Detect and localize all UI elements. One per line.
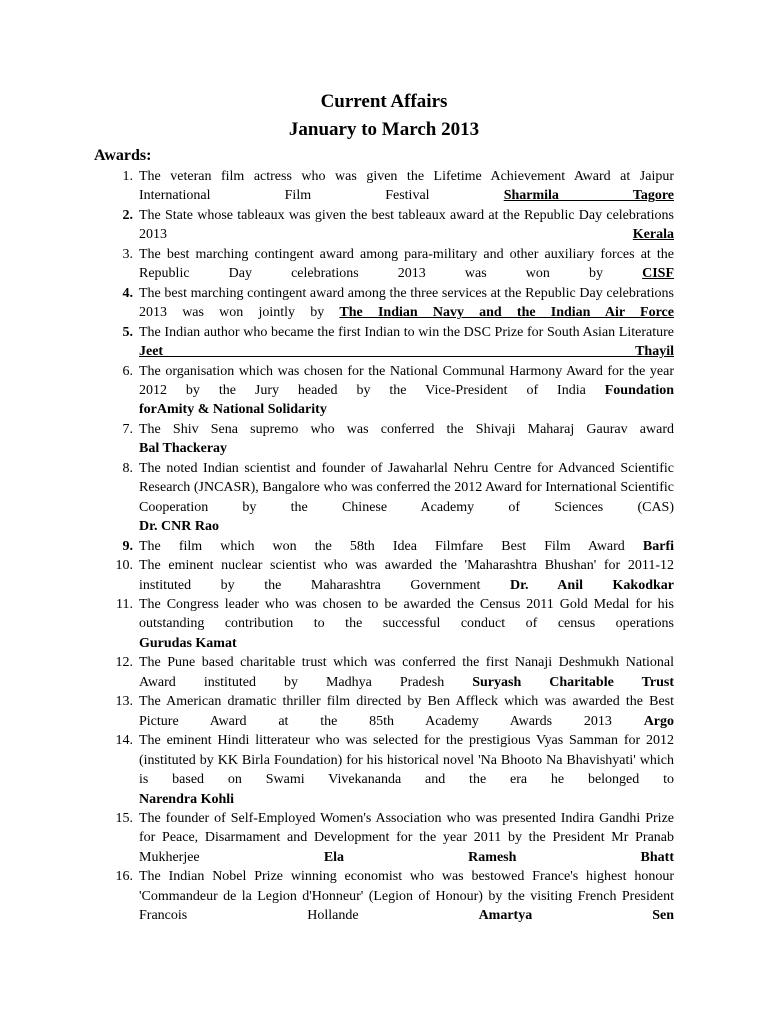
item-answer: CISF — [642, 266, 675, 282]
item-number: 9. — [122, 538, 133, 554]
item-text-block — [139, 653, 674, 692]
item-text-block — [139, 284, 674, 323]
awards-list — [0, 167, 768, 926]
item-answer: Ela Ramesh Bhatt — [323, 849, 675, 865]
item-question: The Indian author who became the first Indian to win the DSC Prize for South Asian Literature — [139, 324, 674, 340]
item-answer: Kerala — [632, 227, 674, 243]
item-question: The founder of Self-Employed Women's Association who was presented Indira Gandhi Prize for Peace, Disarmament and Development for the year 2011 by the President Mr Pranab Mukherjee — [139, 810, 674, 865]
item-answer: Jeet Thayil — [139, 344, 674, 360]
item-question: The eminent Hindi litterateur who was selected for the prestigious Vyas Samman for 2012 (instituted by KK Birla Foundation) for his historical novel 'Na Bhooto Na Bhavishyati' which is based on Swami Vivekananda and the era he belonged to — [139, 733, 674, 788]
item-number: 2. — [122, 207, 133, 223]
item-answer: Foundation — [604, 382, 674, 398]
item-number: 4. — [122, 285, 133, 301]
item-answer: Dr. CNR Rao — [139, 519, 219, 535]
item-text-block — [139, 362, 674, 420]
item-question: The noted Indian scientist and founder of Jawaharlal Nehru Centre for Advanced Scientific Research (JNCASR), Bangalore who was conferred the 2012 Award for International Scientific Cooperation by the Chinese Academy of Sciences (CAS) — [139, 460, 674, 515]
list-item — [0, 867, 768, 925]
item-number: 3. — [122, 246, 133, 262]
item-answer: Sharmila Tagore — [503, 188, 675, 204]
list-item — [0, 420, 768, 459]
item-number: 15. — [115, 810, 133, 826]
item-question: The Shiv Sena supremo who was conferred the Shivaji Maharaj Gaurav award — [139, 421, 674, 437]
item-answer: Argo — [643, 713, 675, 729]
item-question: The best marching contingent award among para-military and other auxiliary forces at the Republic Day celebrations 2013 was won by — [139, 246, 674, 282]
item-number: 13. — [115, 694, 133, 710]
list-item — [0, 595, 768, 653]
item-answer: Gurudas Kamat — [139, 635, 237, 651]
item-text-block — [139, 731, 674, 809]
list-item — [0, 731, 768, 809]
list-item — [0, 537, 768, 556]
item-text-block — [139, 459, 674, 537]
item-answer: Amartya Sen — [478, 908, 675, 924]
item-question: The Pune based charitable trust which was conferred the first Nanaji Deshmukh National Award instituted by Madhya Pradesh — [139, 655, 674, 690]
item-text-block — [139, 206, 674, 245]
item-answer: Bal Thackeray — [139, 441, 228, 457]
item-question: The Congress leader who was chosen to be awarded the Census 2011 Gold Medal for his outstanding contribution to the successful conduct of census operations — [139, 596, 674, 632]
item-answer: Barfi — [642, 538, 674, 554]
item-number: 11. — [116, 596, 133, 612]
item-number: 16. — [115, 869, 133, 885]
section-heading: Awards: — [94, 147, 152, 164]
list-item — [0, 323, 768, 362]
item-question: The Indian Nobel Prize winning economist who was bestowed France's highest honour 'Commandeur de la Legion d'Honneur' (Legion of Honour) by the visiting French President Francois Hollande — [139, 869, 674, 924]
item-text-block — [139, 692, 674, 731]
item-answer: Dr. Anil Kakodkar — [509, 577, 674, 593]
item-text-block — [139, 809, 674, 867]
item-text-block — [139, 867, 674, 925]
item-answer: Narendra Kohli — [139, 791, 235, 807]
list-item — [0, 556, 768, 595]
item-answer: Suryash Charitable Trust — [472, 674, 675, 690]
item-text-block — [139, 323, 674, 362]
list-item — [0, 809, 768, 867]
list-item — [0, 245, 768, 284]
item-text-block — [139, 420, 674, 459]
item-text-block — [139, 595, 674, 653]
list-item — [0, 362, 768, 420]
item-question: The film which won the 58th Idea Filmfare Best Film Award — [139, 538, 625, 554]
item-question: The American dramatic thriller film directed by Ben Affleck which was awarded the Best Picture Award at the 85th Academy Awards 2013 — [139, 694, 674, 729]
list-item — [0, 692, 768, 731]
page-title: Current Affairs — [320, 91, 448, 112]
item-text-block — [139, 556, 674, 595]
item-number: 14. — [115, 733, 133, 749]
item-question: The organisation which was chosen for the National Communal Harmony Award for the year 2012 by the Jury headed by the Vice-President of India — [139, 363, 674, 398]
item-question: The best marching contingent award among the three services at the Republic Day celebrations 2013 was won jointly by — [139, 285, 674, 321]
item-number: 12. — [115, 655, 133, 671]
list-item — [0, 284, 768, 323]
item-number: 10. — [115, 558, 133, 574]
item-question: The eminent nuclear scientist who was awarded the 'Maharashtra Bhushan' for 2011-12 instituted by the Maharashtra Government — [139, 558, 674, 593]
item-question: The veteran film actress who was given the Lifetime Achievement Award at Jaipur International Film Festival — [139, 169, 674, 204]
item-text-block — [139, 537, 674, 556]
item-text-block — [139, 245, 674, 284]
item-number: 8. — [122, 460, 133, 476]
item-text-block — [139, 167, 674, 206]
item-answer: The Indian Navy and the Indian Air Force — [339, 305, 674, 321]
item-number: 5. — [122, 324, 133, 340]
page-subtitle: January to March 2013 — [288, 119, 480, 140]
item-answer-continued: forAmity & National Solidarity — [139, 402, 327, 418]
item-number: 1. — [122, 169, 133, 184]
list-item — [0, 206, 768, 245]
list-item — [0, 459, 768, 537]
item-number: 6. — [122, 363, 133, 379]
item-number: 7. — [122, 421, 133, 437]
list-item — [0, 167, 768, 206]
list-item — [0, 653, 768, 692]
item-question: The State whose tableaux was given the best tableaux award at the Republic Day celebrations 2013 — [139, 207, 674, 243]
